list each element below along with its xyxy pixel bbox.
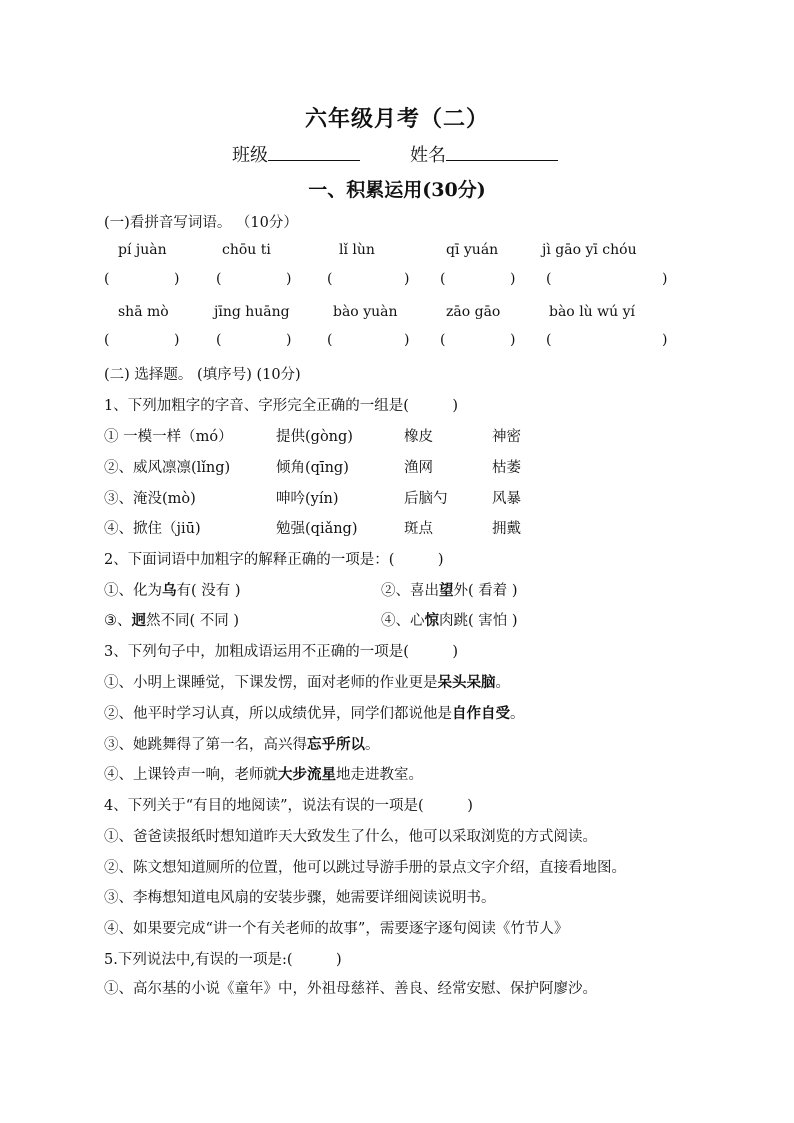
q1-opt2-d: 枯萎 <box>492 460 521 476</box>
class-field <box>232 141 360 167</box>
q1-opt3-b: 呻吟(yín) <box>276 491 339 507</box>
q2-option-d <box>381 609 518 630</box>
answer-paren-8[interactable]: ( <box>327 332 333 348</box>
answer-paren-4-close: ) <box>510 271 516 287</box>
answer-paren-9[interactable]: ( <box>440 332 446 348</box>
q3-3-bold: 忘乎所以 <box>307 736 365 753</box>
q1-opt1-c: 橡皮 <box>404 429 433 445</box>
answer-paren-10[interactable]: ( <box>546 332 552 348</box>
name-label: 姓名 <box>410 145 446 166</box>
pinyin-7: jīng huāng <box>214 304 290 320</box>
answer-paren-3-close: ) <box>404 271 410 287</box>
answer-paren-2[interactable]: ( <box>216 271 222 287</box>
section-heading: 一、积累运用(30分) <box>308 179 486 201</box>
q2-b-prefix: ②、喜出 <box>381 583 439 599</box>
q2-c-bold: 迥 <box>131 612 146 629</box>
q2-stem: 2、下面词语中加粗字的解释正确的一项是：( ) <box>104 552 444 568</box>
q3-1-prefix: ①、小明上课睡觉，下课发愣，面对老师的作业更是 <box>104 675 438 691</box>
q3-option-1 <box>104 671 510 692</box>
answer-paren-8-close: ) <box>404 332 410 348</box>
q3-option-2 <box>104 702 525 723</box>
pinyin-3: lǐ lùn <box>339 242 375 258</box>
answer-paren-1-close: ) <box>174 271 180 287</box>
pinyin-4: qī yuán <box>446 242 499 258</box>
q1-stem: 1、下列加粗字的字音、字形完全正确的一组是( ) <box>104 398 459 414</box>
q1-opt3-d: 风暴 <box>492 491 521 507</box>
q5-stem: 5.下列说法中,有误的一项是:( ) <box>104 952 342 968</box>
answer-paren-2-close: ) <box>286 271 292 287</box>
q3-4-prefix: ④、上课铃声一响，老师就 <box>104 767 278 783</box>
q2-option-c <box>104 609 239 630</box>
q2-a-prefix: ①、化为 <box>104 583 162 599</box>
pinyin-6: shā mò <box>118 304 169 320</box>
q1-opt1-a: ① 一模一样（mó） <box>104 429 233 445</box>
name-field <box>410 141 558 167</box>
q3-4-bold: 大步流星 <box>278 766 336 783</box>
q1-opt3-a: ③、淹没(mò) <box>104 491 196 507</box>
answer-paren-5[interactable]: ( <box>546 271 552 287</box>
q4-option-4: ④、如果要完成“讲一个有关老师的故事”，需要逐字逐句阅读《竹节人》 <box>104 921 569 937</box>
class-label: 班级 <box>232 145 268 166</box>
answer-paren-1[interactable]: ( <box>104 271 110 287</box>
q3-1-suffix: 。 <box>495 675 510 691</box>
q3-2-prefix: ②、他平时学习认真，所以成绩优异，同学们都说他是 <box>104 706 452 722</box>
q1-opt1-b: 提供(gòng) <box>276 429 353 445</box>
q2-c-suffix: 然不同( 不同 ) <box>146 613 240 629</box>
pinyin-5: jì gāo yī chóu <box>542 242 637 258</box>
pinyin-2: chōu ti <box>222 242 271 258</box>
q1-opt2-c: 渔网 <box>404 460 433 476</box>
q3-3-prefix: ③、她跳舞得了第一名，高兴得 <box>104 737 307 753</box>
pinyin-9: zāo gāo <box>446 304 501 320</box>
q3-2-suffix: 。 <box>510 706 525 722</box>
q4-option-2: ②、陈文想知道厕所的位置，他可以跳过导游手册的景点文字介绍，直接看地图。 <box>104 860 626 876</box>
name-blank[interactable] <box>446 142 558 161</box>
q5-option-1: ①、高尔基的小说《童年》中，外祖母慈祥、善良、经常安慰、保护阿廖沙。 <box>104 981 597 997</box>
q3-4-suffix: 地走进教室。 <box>336 767 423 783</box>
q2-c-prefix: ③、 <box>104 613 132 629</box>
q3-option-3 <box>104 733 380 754</box>
q2-d-bold: 惊 <box>424 612 439 629</box>
q3-1-bold: 呆头呆脑 <box>437 674 496 691</box>
q3-option-4 <box>104 763 423 784</box>
answer-paren-3[interactable]: ( <box>327 271 333 287</box>
q3-3-suffix: 。 <box>365 737 380 753</box>
q3-2-bold: 自作自受 <box>452 705 510 722</box>
answer-paren-5-close: ) <box>662 271 668 287</box>
answer-paren-4[interactable]: ( <box>440 271 446 287</box>
q1-opt3-c: 后脑勺 <box>404 491 448 507</box>
q4-option-1: ①、爸爸读报纸时想知道昨天大致发生了什么，他可以采取浏览的方式阅读。 <box>104 829 597 845</box>
page-title: 六年级月考（二） <box>304 106 489 132</box>
q2-b-bold: 望 <box>439 582 454 599</box>
class-blank[interactable] <box>268 142 360 161</box>
q1-opt1-d: 神密 <box>492 429 521 445</box>
answer-paren-6-close: ) <box>174 332 180 348</box>
q1-opt2-b: 倾角(qīng) <box>276 460 349 476</box>
answer-paren-6[interactable]: ( <box>104 332 110 348</box>
q1-opt4-c: 斑点 <box>404 521 433 537</box>
pinyin-8: bào yuàn <box>333 304 398 320</box>
q4-option-3: ③、李梅想知道电风扇的安装步骤，她需要详细阅读说明书。 <box>104 890 496 906</box>
answer-paren-7-close: ) <box>286 332 292 348</box>
q2-b-suffix: 外( 看着 ) <box>453 583 518 599</box>
q2-option-a <box>104 579 241 600</box>
answer-paren-7[interactable]: ( <box>216 332 222 348</box>
answer-paren-10-close: ) <box>662 332 668 348</box>
q2-a-suffix: 有( 没有 ) <box>176 583 241 599</box>
q2-d-suffix: 肉跳( 害怕 ) <box>439 613 518 629</box>
q2-option-b <box>381 579 518 600</box>
q4-stem: 4、下列关于“有目的地阅读”，说法有误的一项是( ) <box>104 798 473 814</box>
answer-paren-9-close: ) <box>510 332 516 348</box>
q1-opt2-a: ②、威风凛凛(lǐng) <box>104 460 231 476</box>
q1-opt4-a: ④、掀住（jiū) <box>104 521 201 537</box>
q3-stem: 3、下列句子中，加粗成语运用不正确的一项是( ) <box>104 644 459 660</box>
q2-a-bold: 乌 <box>162 582 177 599</box>
q1-opt4-d: 拥戴 <box>492 521 521 537</box>
q2-d-prefix: ④、心 <box>381 613 425 629</box>
q1-opt4-b: 勉强(qiǎng) <box>276 521 358 537</box>
pinyin-1: pí juàn <box>118 242 167 258</box>
pinyin-10: bào lù wú yí <box>549 304 635 320</box>
part2-heading: (二) 选择题。 (填序号) (10分) <box>104 367 301 383</box>
part1-heading: (一)看拼音写词语。 （10分） <box>104 215 298 231</box>
